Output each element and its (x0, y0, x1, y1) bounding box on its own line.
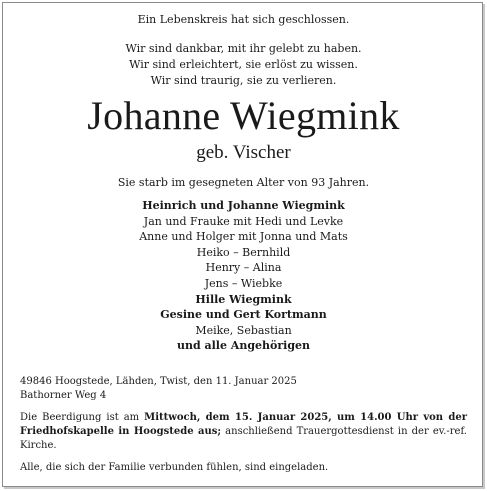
funeral-date-place: Mittwoch, dem 15. Januar 2025, um 14.00 Uhr von der Friedhofskapelle in Hoogstede aus; (20, 412, 467, 437)
family-line: Heinrich und Johanne Wiegmink (142, 199, 345, 212)
family-line: Anne und Holger mit Jonna und Mats (139, 230, 348, 244)
intro-line-1: Ein Lebenskreis hat sich geschlossen. (137, 13, 350, 26)
intro-line-4: Wir sind traurig, sie zu verlieren. (150, 74, 337, 87)
funeral-intro: Die Beerdigung ist am (20, 412, 145, 423)
family-line: Jan und Frauke mit Hedi und Levke (143, 214, 344, 228)
intro-line-3: Wir sind erleichtert, sie erlöst zu wissen. (129, 58, 358, 71)
family-line: Jens – Wiebke (204, 276, 283, 290)
family-line: Henry – Alina (205, 261, 282, 275)
maiden-name: geb. Vischer (196, 142, 291, 163)
family-list (0, 198, 487, 354)
address-block (20, 375, 467, 403)
street-line: Bathorner Weg 4 (20, 390, 107, 401)
family-line: Heiko – Bernhild (196, 245, 291, 259)
family-line: Gesine und Gert Kortmann (160, 308, 327, 322)
family-line: Meike, Sebastian (195, 323, 292, 337)
deceased-name: Johanne Wiegmink (87, 93, 400, 138)
funeral-service: anschließend Trauergottesdienst in der ev.-ref. Kirche. (20, 426, 467, 451)
family-line: Hille Wiegmink (195, 292, 292, 306)
intro-line-2: Wir sind dankbar, mit ihr gelebt zu haben. (125, 42, 362, 55)
funeral-info (20, 411, 467, 453)
closing-invitation: Alle, die sich der Familie verbunden fühlen, sind eingeladen. (20, 462, 329, 473)
age-line: Sie starb im gesegneten Alter von 93 Jahren. (117, 176, 370, 189)
place-date-line: 49846 Hoogstede, Lähden, Twist, den 11. Januar 2025 (20, 376, 297, 387)
family-line: und alle Angehörigen (176, 339, 311, 353)
